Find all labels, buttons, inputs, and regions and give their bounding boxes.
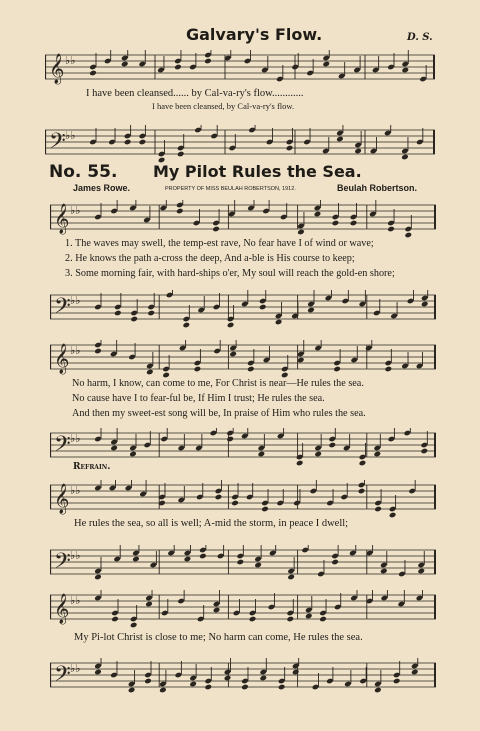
svg-text:𝄞: 𝄞 bbox=[54, 344, 70, 374]
music-staff bbox=[50, 658, 436, 698]
refrain-lyric: He rules the sea, so all is well; A-mid the storm, in peace I dwell; bbox=[74, 518, 349, 529]
music-staff bbox=[50, 200, 436, 240]
svg-text:♭♭: ♭♭ bbox=[70, 484, 81, 497]
hymn-title: My Pilot Rules the Sea. bbox=[153, 162, 362, 181]
verse-lyric: And then my sweet-est song will be, In praise of Him who rules the sea. bbox=[72, 408, 366, 419]
hymn-composer: Beulah Robertson. bbox=[337, 183, 418, 193]
verse-lyric: 1. The waves may swell, the temp-est rave, No fear have I of wind or wave; bbox=[65, 238, 374, 249]
staff-notation bbox=[50, 480, 436, 520]
music-staff bbox=[50, 340, 436, 380]
music-staff bbox=[50, 480, 436, 520]
svg-text:♭♭: ♭♭ bbox=[70, 204, 81, 217]
staff-notation bbox=[45, 125, 435, 165]
verse-lyric: No harm, I know, can come to me, For Christ is near—He rules the sea. bbox=[72, 378, 364, 389]
verse-lyric: 3. Some morning fair, with hard-ships o'er, My soul will reach the gold-en shore; bbox=[65, 268, 395, 279]
svg-text:♭♭: ♭♭ bbox=[70, 344, 81, 357]
svg-text:♭♭: ♭♭ bbox=[65, 54, 76, 67]
hymn-number: No. 55. bbox=[49, 162, 118, 182]
svg-text:♭♭: ♭♭ bbox=[70, 549, 81, 562]
svg-text:𝄢: 𝄢 bbox=[49, 129, 66, 159]
staff-notation bbox=[50, 545, 436, 585]
previous-hymn-title: Galvary's Flow. bbox=[186, 25, 323, 44]
music-staff bbox=[45, 50, 435, 90]
staff-notation bbox=[50, 290, 436, 330]
svg-text:𝄢: 𝄢 bbox=[54, 294, 71, 324]
svg-text:♭♭: ♭♭ bbox=[65, 129, 76, 142]
svg-text:𝄞: 𝄞 bbox=[54, 484, 70, 514]
svg-text:♭♭: ♭♭ bbox=[70, 662, 81, 675]
hymn-author: James Rowe. bbox=[73, 183, 131, 193]
staff-notation bbox=[45, 50, 435, 90]
svg-text:𝄞: 𝄞 bbox=[54, 594, 70, 624]
staff-notation bbox=[50, 200, 436, 240]
svg-text:𝄢: 𝄢 bbox=[54, 549, 71, 579]
svg-text:𝄞: 𝄞 bbox=[54, 204, 70, 234]
hymn-copyright: PROPERTY OF MISS BEULAH ROBERTSON, 1912. bbox=[165, 186, 296, 192]
staff-notation bbox=[50, 658, 436, 698]
ds-marking: D. S. bbox=[407, 32, 433, 43]
music-staff bbox=[50, 545, 436, 585]
music-staff bbox=[45, 125, 435, 165]
staff-notation bbox=[50, 340, 436, 380]
svg-text:♭♭: ♭♭ bbox=[70, 594, 81, 607]
verse-lyric: 2. He knows the path a-cross the deep, And a-ble is His course to keep; bbox=[65, 253, 355, 264]
refrain-lyric: My Pi-lot Christ is close to me; No harm can come, He rules the sea. bbox=[74, 632, 363, 643]
svg-text:♭♭: ♭♭ bbox=[70, 432, 81, 445]
lyric-line: I have been cleansed...... by Cal-va-ry's flow............ bbox=[86, 88, 304, 99]
music-staff bbox=[50, 590, 436, 630]
svg-text:𝄢: 𝄢 bbox=[54, 662, 71, 692]
music-staff bbox=[50, 290, 436, 330]
refrain-label: Refrain. bbox=[73, 462, 111, 472]
svg-text:𝄢: 𝄢 bbox=[54, 432, 71, 462]
lyric-line: I have been cleansed, by Cal-va-ry's flow. bbox=[152, 101, 295, 111]
verse-lyric: No cause have I to fear-ful be, If Him I trust; He rules the sea. bbox=[72, 393, 325, 404]
svg-text:♭♭: ♭♭ bbox=[70, 294, 81, 307]
svg-text:𝄞: 𝄞 bbox=[49, 54, 65, 84]
staff-notation bbox=[50, 590, 436, 630]
